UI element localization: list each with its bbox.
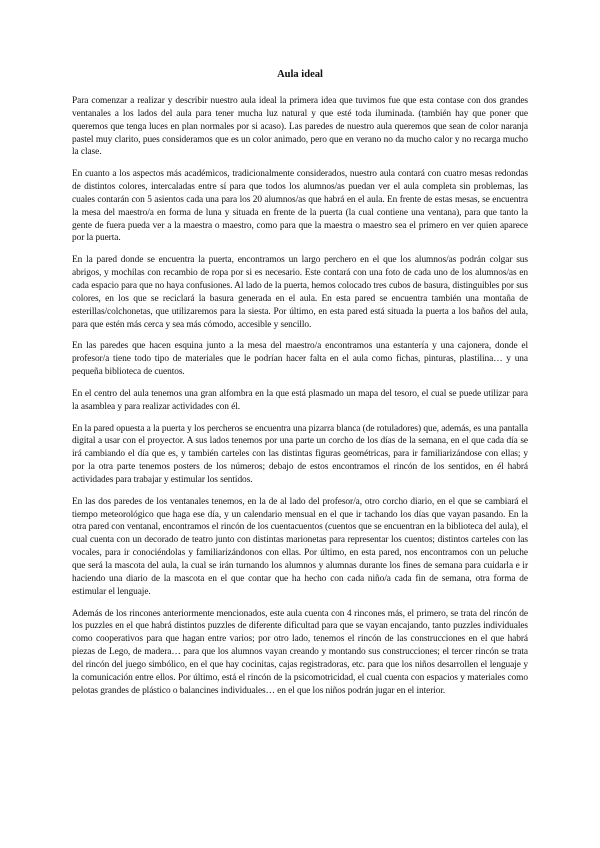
document-title: Aula ideal [277, 69, 323, 80]
paragraph-centro: En el centro del aula tenemos una gran alfombra en la que está plasmado un mapa del tesoro, el cual se puede utilizar para la asamblea y para realizar actividades con él. [72, 388, 528, 412]
document-page [72, 68, 528, 706]
paragraph-intro: Para comenzar a realizar y describir nuestro aula ideal la primera idea que tuvimos fue que esta contase con dos grandes ventanales a los lados del aula para tener mucha luz natural y que esté toda iluminada. (también hay que poner que queremos que tenga luces en plan normales por si acaso). Las paredes de nuestro aula queremos que sean de color naranja pastel muy clarito, pues consideramos que es un color animado, pero que en verano no da mucho calor y no recarga mucho la clase. [72, 96, 528, 158]
paragraph-rincones: Además de los rincones anteriormente mencionados, este aula cuenta con 4 rincones más, el primero, se trata del rincón de los puzzles en el que habrá distintos puzzles de diferente dificultad para que se vayan encajando, tanto puzzles individuales como cooperativos para que hagan entre varios; por otro lado, tenemos el rincón de las construcciones en el que habrá piezas de Lego, de madera… para que los alumnos vayan creando y montando sus construcciones; el tercer rincón se trata del rincón del juego simbólico, en el que hay cocinitas, cajas registradoras, etc. para que los niños desarrollen el lenguaje y la comunicación entre ellos. Por último, está el rincón de la psicomotricidad, el cual cuenta con espacios y materiales como pelotas grandes de plástico o balancines individuales… en el que los niños podrán jugar en el interior. [72, 608, 528, 696]
paragraph-mesas: En cuanto a los aspectos más académicos, tradicionalmente considerados, nuestro aula contará con cuatro mesas redondas de distintos colores, intercaladas entre sí para que todos los alumnos/as puedan ver el aula completa sin problemas, las cuales contarán con 5 asientos cada una para los 20 alumnos/as que habrá en el aula. En frente de estas mesas, se encuentra la mesa del maestro/a en forma de luna y situada en frente de la puerta (la cual contiene una ventana), para que tanto la gente de fuera pueda ver a la maestra o maestro, como para que la maestra o maestro sea el primero en ver quien aparece por la puerta. [72, 169, 528, 244]
paragraph-pared-opuesta: En la pared opuesta a la puerta y los percheros se encuentra una pizarra blanca (de rotuladores) que, además, es una pantalla digital a usar con el proyector. A sus lados tenemos por una parte un corcho de los días de la semana, en el que cada día se irá cambiando el día que es, y también carteles con las distintas figuras geométricas, para ir familiarizándose con ellas; y por la otra parte tenemos posters de los números; debajo de estos encontramos el rincón de los sentidos, en él habrá actividades para trabajar y estimular los sentidos. [72, 423, 528, 485]
paragraph-esquinas: En las paredes que hacen esquina junto a la mesa del maestro/a encontramos una estantería y una cajonera, donde el profesor/a tiene todo tipo de materiales que le podrían hacer falta en el aula como fichas, pinturas, plastilina… y una pequeña biblioteca de cuentos. [72, 341, 528, 378]
paragraph-pared-puerta: En la pared donde se encuentra la puerta, encontramos un largo perchero en el que los alumnos/as podrán colgar sus abrigos, y mochilas con recambio de ropa por si es necesario. Este contará con una foto de cada uno de los alumnos/as en cada espacio para que no haya confusiones. Al lado de la puerta, hemos colocado tres cubos de basura, distinguibles por sus colores, en los que se reciclará la basura generada en el aula. En esta pared se encuentra también una montaña de esterillas/colchonetas, que utilizaremos para la siesta. Por último, en esta pared está situada la puerta a los baños del aula, para que estén más cerca y sea más cómodo, accesible y sencillo. [72, 255, 528, 330]
paragraph-ventanales: En las dos paredes de los ventanales tenemos, en la de al lado del profesor/a, otro corcho diario, en el que se cambiará el tiempo meteorológico que haga ese día, y un calendario mensual en el que ir tachando los días que vayan pasando. En la otra pared con ventanal, encontramos el rincón de los cuentacuentos (cuentos que se encuentran en la biblioteca del aula), el cual cuenta con un decorado de teatro junto con distintas marionetas para representar los cuentos; distintos carteles con las vocales, para ir conociéndolas y familiarizándonos con ellas. Por último, en esta pared, nos encontramos con un peluche que será la mascota del aula, la cual se irán turnando los alumnos y alumnas durante los fines de semana para cuidarla e ir haciendo una diario de la mascota en el que contar que ha hecho con cada niño/a cada fin de semana, otra forma de estimular el lenguaje. [72, 496, 528, 597]
